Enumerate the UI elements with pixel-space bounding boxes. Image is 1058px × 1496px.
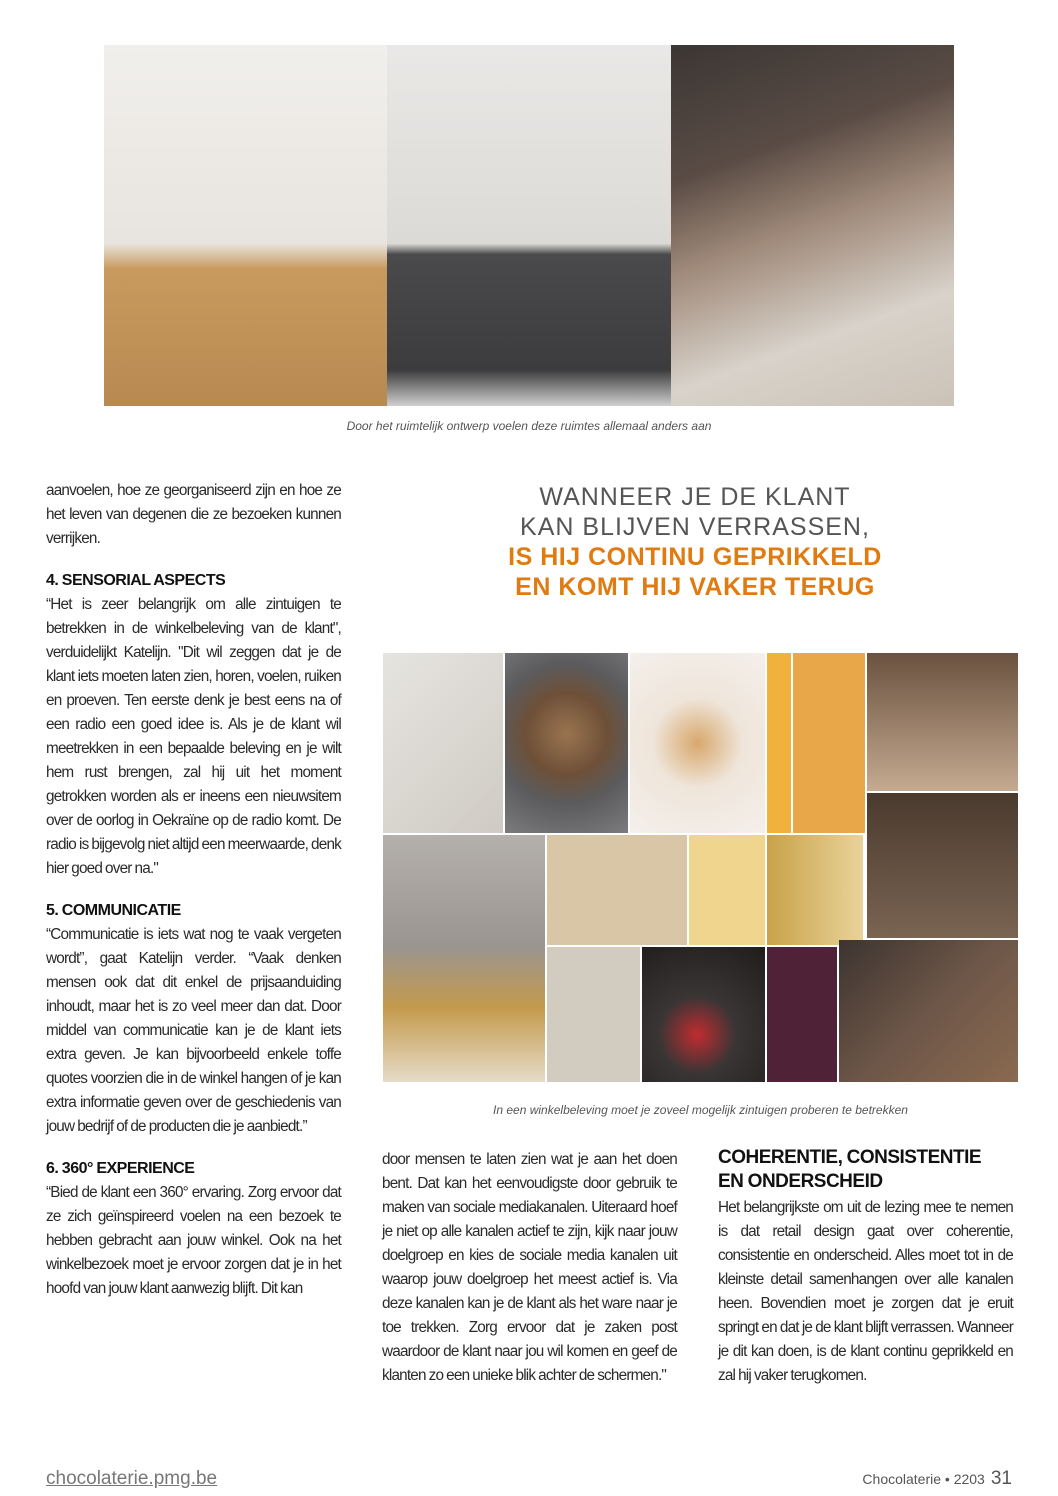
collage-caption: In een winkelbeleving moet je zoveel mogelijk zintuigen proberen te betrekken <box>493 1103 908 1117</box>
bread-tile <box>505 653 628 833</box>
granite-brass-tile <box>383 835 545 1082</box>
bakery-photo <box>104 45 387 406</box>
intro-paragraph: aanvoelen, hoe ze georganiseerd zijn en hoe ze het leven van degenen die ze bezoeken kunnen verrijken. <box>46 482 341 547</box>
section-body: “Communicatie is iets wat nog te vaak vergeten wordt”, gaat Katelijn verder. “Vaak denken mensen ook dat dit enkel de prijsaanduiding inhoudt, maar het is zo veel meer dan dat. Door middel van communicatie kan je de klant iets extra geven. Je kan bijvoorbeeld enkele toffe quotes voorzien die in de winkel hangen of je kan extra informatie geven over de geschiedenis van jouw bedrijf of de producten die je aanbiedt.” <box>46 926 341 1135</box>
pull-quote-accent-line: IS HIJ CONTINU GEPRIKKELD <box>508 543 882 571</box>
section-body: “Bied de klant een 360° ervaring. Zorg ervoor dat ze zich geïnspireerd voelen na een bezoek te hebben gebracht aan jouw winkel. Ook na het winkelbezoek moet je ervoor zorgen dat je in het hoofd van jouw klant aanwezig blijft. Dit kan <box>46 1184 341 1297</box>
website-link[interactable]: chocolaterie.pmg.be <box>46 1468 218 1489</box>
section-body: “Het is zeer belangrijk om alle zintuigen te betrekken in de winkelbeleving van de klant", verduidelijkt Katelijn. "Dit wil zeggen dat je de klant iets moeten laten zien, horen, voelen, ruiken en proeven. Ten eerste denk je best eens na of een radio een goed idee is. Als je de klant wil meetrekken in een bepaalde beleving en je wilt hem rust brengen, zal hij uit het moment getrokken worden als er ineens een nieuwsitem over de oorlog in Oekraïne op de radio komt. De radio is bijgevolg niet altijd een meerwaarde, denk hier goed over na." <box>46 596 341 877</box>
right-heading <box>718 1146 1013 1194</box>
pull-quote-line: KAN BLIJVEN VERRASSEN, <box>520 513 870 541</box>
moodboard-collage <box>383 653 1018 1082</box>
middle-body: door mensen te laten zien wat je aan het doen bent. Dat kan het eenvoudigste door gebruik te maken van sociale mediakanalen. Uiteraard hoef je niet op alle kanalen actief te zijn, kijk naar jouw doelgroep en kies de sociale media kanalen uit waarop jouw doelgroep het meest actief is. Via deze kanalen kan je de klant als het ware naar je toe trekken. Zorg ervoor dat je zaken post waardoor de klant naar jou wil komen en geef de klanten zo een unieke blik achter de schermen." <box>382 1151 677 1384</box>
fabric-tile <box>547 835 687 945</box>
yellow-swatch <box>767 653 791 833</box>
pattern-tile <box>689 835 765 945</box>
waffles-tile <box>793 653 865 833</box>
middle-column <box>382 1148 677 1388</box>
bakery-interior-tile <box>867 793 1018 938</box>
page-footer <box>862 1468 1012 1490</box>
plum-swatch <box>767 947 837 1082</box>
cookies-tile <box>630 653 765 833</box>
pastry-tile <box>642 947 765 1082</box>
right-column <box>718 1146 1013 1388</box>
chocolate-display-photo <box>671 45 954 406</box>
marble-spheres-tile <box>383 653 503 833</box>
right-heading-line: EN ONDERSCHEID <box>718 1171 883 1192</box>
table-food-tile <box>839 940 1018 1082</box>
section-heading: 5. COMMUNICATIE <box>46 902 181 919</box>
section-heading: 6. 360° EXPERIENCE <box>46 1160 195 1177</box>
restaurant-tile <box>867 653 1018 791</box>
marble-gold-tile <box>547 947 640 1082</box>
left-column <box>46 479 341 1301</box>
brass-tile <box>767 835 863 945</box>
magazine-issue: Chocolaterie • 2203 <box>862 1471 985 1487</box>
top-image-caption: Door het ruimtelijk ontwerp voelen deze ruimtes allemaal anders aan <box>346 419 712 433</box>
pull-quote-accent-line: EN KOMT HIJ VAKER TERUG <box>515 573 875 601</box>
counter-photo <box>387 45 670 406</box>
right-body: Het belangrijkste om uit de lezing mee te nemen is dat retail design gaat over coherentie, consistentie en onderscheid. Alles moet tot in de kleinste detail samenhangen over alle kanalen heen. Bovendien moet je zorgen dat je eruit springt en dat je de klant blijft verrassen. Wanneer je dit kan doen, is de klant continu geprikkeld en zal hij vaker terugkomen. <box>718 1199 1013 1384</box>
pull-quote <box>440 482 950 602</box>
top-photo-strip <box>104 45 954 406</box>
section-heading: 4. SENSORIAL ASPECTS <box>46 572 226 589</box>
page-number: 31 <box>990 1468 1012 1489</box>
pull-quote-line: WANNEER JE DE KLANT <box>539 483 851 511</box>
right-heading-line: COHERENTIE, CONSISTENTIE <box>718 1147 982 1168</box>
